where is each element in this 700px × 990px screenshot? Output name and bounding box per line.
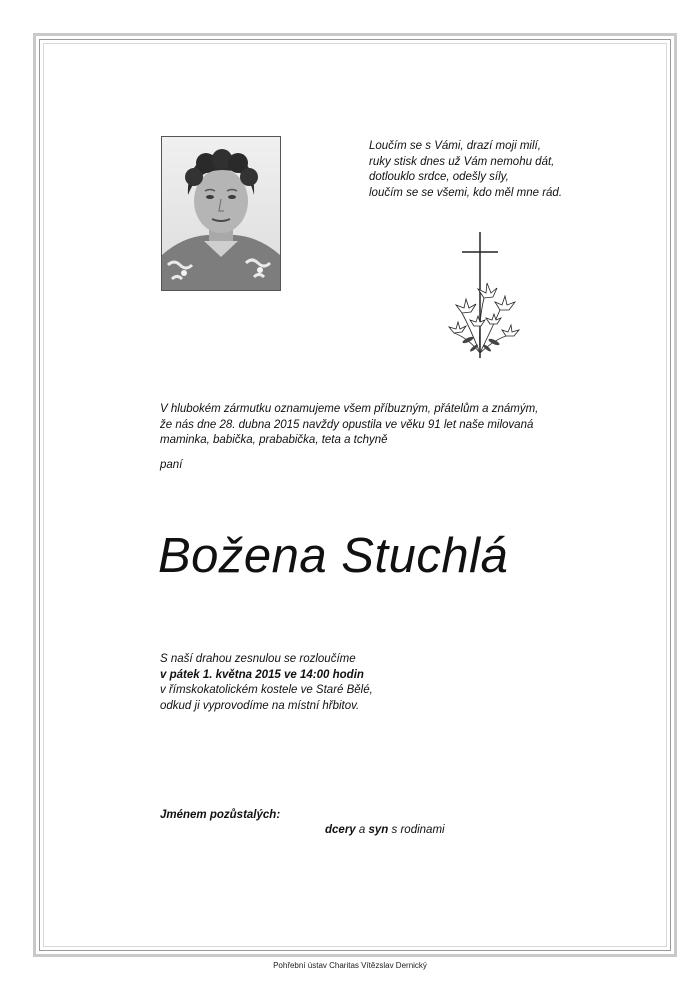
poem-line: ruky stisk dnes už Vám nemohu dát, [369, 155, 555, 168]
poem-line: Loučím se s Vámi, drazí moji milí, [369, 140, 541, 152]
survivors-and: a [358, 824, 366, 836]
death-announcement [160, 402, 600, 449]
funeral-details [160, 652, 580, 714]
deceased-name: Božena Stuchlá [158, 529, 509, 583]
funeral-location: v římskokatolickém kostele ve Staré Bělé, [160, 684, 373, 696]
survivors-label: Jménem pozůstalých: [160, 809, 281, 821]
funeral-date-time: v pátek 1. května 2015 ve 14:00 hodin [160, 668, 364, 681]
survivors-daughters: dcery [325, 824, 356, 836]
survivors-list [325, 824, 445, 836]
funeral-burial: odkud ji vyprovodíme na místní hřbitov. [160, 699, 360, 712]
funeral-line: S naší drahou zesnulou se rozloučíme [160, 653, 356, 665]
farewell-poem [369, 139, 629, 201]
announcement-line: maminka, babička, prababička, teta a tchyně [160, 434, 388, 446]
poem-line: loučím se se všemi, kdo měl mne rád. [369, 186, 563, 199]
cross-with-lilies-icon [440, 228, 520, 363]
announcement-line: že nás dne 28. dubna 2015 navždy opustila ve věku 91 let naše milovaná [160, 418, 534, 431]
survivors-families: s rodinami [391, 824, 445, 836]
funeral-home-footer: Pohřební ústav Charitas Vítězslav Dernický [273, 961, 427, 970]
announcement-line: V hlubokém zármutku oznamujeme všem příbuzným, přátelům a známým, [160, 403, 539, 415]
portrait-photo [161, 136, 281, 291]
salutation: paní [160, 459, 183, 471]
survivors-son: syn [368, 824, 389, 836]
poem-line: dotlouklo srdce, odešly síly, [369, 171, 509, 183]
